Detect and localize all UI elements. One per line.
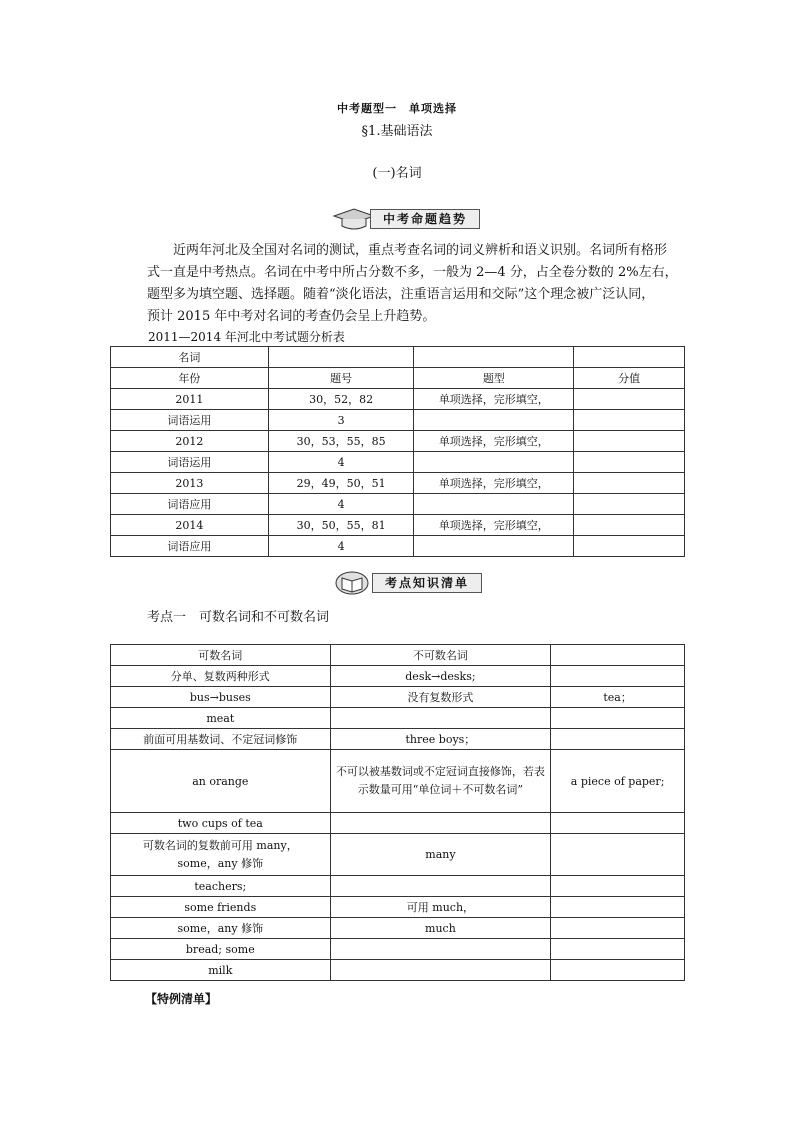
special-list-label: 【特例清单】 bbox=[145, 992, 218, 1006]
page-subtitle: (一)名词 bbox=[372, 166, 422, 181]
table-row bbox=[111, 368, 685, 389]
table-row bbox=[111, 813, 685, 834]
table-row bbox=[111, 834, 685, 876]
banner-label: 中考命题趋势 bbox=[370, 209, 480, 229]
table-cell bbox=[574, 494, 685, 515]
table-cell bbox=[330, 939, 551, 960]
table-cell: some friends bbox=[111, 897, 331, 918]
table-cell: 2012 bbox=[111, 431, 269, 452]
intro-line: 题型多为填空题、选择题。随着“淡化语法，注重语言运用和交际”这个理念被广泛认同， bbox=[147, 287, 655, 302]
table-cell: 题号 bbox=[268, 368, 414, 389]
table-cell bbox=[414, 536, 574, 557]
section-label: 中考题型一 单项选择 bbox=[337, 102, 457, 115]
book-icon bbox=[334, 570, 374, 596]
table-row bbox=[111, 960, 685, 981]
intro-line: 预计 2015 年中考对名词的考查仍会呈上升趋势。 bbox=[147, 309, 436, 324]
table-row bbox=[111, 939, 685, 960]
table-cell bbox=[414, 347, 574, 368]
table-cell: 单项选择，完形填空， bbox=[414, 431, 574, 452]
table-cell: an orange bbox=[111, 750, 331, 813]
table-cell: bus→buses bbox=[111, 687, 331, 708]
table-cell: desk→desks; bbox=[330, 666, 551, 687]
table-caption: 2011—2014 年河北中考试题分析表 bbox=[148, 330, 345, 344]
intro-paragraph bbox=[147, 240, 687, 328]
table-cell bbox=[574, 389, 685, 410]
banner-label: 考点知识清单 bbox=[372, 573, 482, 593]
table-cell bbox=[574, 515, 685, 536]
table-cell: 4 bbox=[268, 536, 414, 557]
noun-comparison-table bbox=[110, 644, 685, 981]
table-row bbox=[111, 666, 685, 687]
table-cell: 2011 bbox=[111, 389, 269, 410]
table-cell bbox=[551, 897, 685, 918]
page-title: §1.基础语法 bbox=[361, 124, 433, 139]
table-cell: 2013 bbox=[111, 473, 269, 494]
table-cell: 可数名词 bbox=[111, 645, 331, 666]
table-row bbox=[111, 750, 685, 813]
table-cell: 年份 bbox=[111, 368, 269, 389]
table-cell: 4 bbox=[268, 452, 414, 473]
table-cell bbox=[551, 960, 685, 981]
table-cell bbox=[330, 813, 551, 834]
table-row bbox=[111, 687, 685, 708]
table-cell: 可用 much， bbox=[330, 897, 551, 918]
table-cell bbox=[330, 960, 551, 981]
table-row bbox=[111, 431, 685, 452]
table-cell bbox=[574, 473, 685, 494]
table-cell: teachers; bbox=[111, 876, 331, 897]
table-cell: 30，50，55，81 bbox=[268, 515, 414, 536]
point-title: 考点一 可数名词和不可数名词 bbox=[147, 610, 330, 625]
table-cell: 没有复数形式 bbox=[330, 687, 551, 708]
table-cell bbox=[414, 494, 574, 515]
table-row bbox=[111, 918, 685, 939]
table-cell bbox=[268, 347, 414, 368]
table-cell: 30，53，55，85 bbox=[268, 431, 414, 452]
table-cell: three boys； bbox=[330, 729, 551, 750]
table-cell: milk bbox=[111, 960, 331, 981]
table-cell: 词语运用 bbox=[111, 410, 269, 431]
table-row bbox=[111, 708, 685, 729]
table-cell bbox=[330, 876, 551, 897]
table-cell bbox=[414, 410, 574, 431]
banner-knowledge-list bbox=[334, 570, 504, 594]
table-cell: 分单、复数两种形式 bbox=[111, 666, 331, 687]
table-row bbox=[111, 410, 685, 431]
table-cell bbox=[574, 410, 685, 431]
table-cell bbox=[551, 834, 685, 876]
table-cell bbox=[551, 813, 685, 834]
table-cell bbox=[551, 939, 685, 960]
table-cell: much bbox=[330, 918, 551, 939]
table-cell: 30，52，82 bbox=[268, 389, 414, 410]
table-cell: 不可以被基数词或不定冠词直接修饰，若表示数量可用“单位词＋不可数名词” bbox=[330, 750, 551, 813]
table-cell: 名词 bbox=[111, 347, 269, 368]
table-cell bbox=[330, 708, 551, 729]
table-cell: bread; some bbox=[111, 939, 331, 960]
table-cell: a piece of paper; bbox=[551, 750, 685, 813]
table-cell: 29，49，50，51 bbox=[268, 473, 414, 494]
table-cell: 单项选择，完形填空， bbox=[414, 389, 574, 410]
table-cell: 前面可用基数词、不定冠词修饰 bbox=[111, 729, 331, 750]
table-cell bbox=[574, 431, 685, 452]
table-cell: 词语应用 bbox=[111, 494, 269, 515]
table-cell: 单项选择，完形填空， bbox=[414, 473, 574, 494]
table-cell bbox=[414, 452, 574, 473]
table-row bbox=[111, 536, 685, 557]
table-cell: 单项选择，完形填空， bbox=[414, 515, 574, 536]
table-cell bbox=[551, 876, 685, 897]
table-cell bbox=[551, 666, 685, 687]
table-cell: 词语运用 bbox=[111, 452, 269, 473]
table-cell: 4 bbox=[268, 494, 414, 515]
table-row bbox=[111, 494, 685, 515]
table-row bbox=[111, 473, 685, 494]
table-cell: many bbox=[330, 834, 551, 876]
table-row bbox=[111, 515, 685, 536]
table-cell: meat bbox=[111, 708, 331, 729]
table-cell bbox=[574, 452, 685, 473]
table-row bbox=[111, 347, 685, 368]
table-cell: some，any 修饰 bbox=[111, 918, 331, 939]
table-cell bbox=[551, 918, 685, 939]
table-cell: 可数名词的复数前可用 many，some，any 修饰 bbox=[111, 834, 331, 876]
table-cell: 不可数名词 bbox=[330, 645, 551, 666]
table-cell: 分值 bbox=[574, 368, 685, 389]
table-cell: 词语应用 bbox=[111, 536, 269, 557]
table-row bbox=[111, 389, 685, 410]
table-row bbox=[111, 729, 685, 750]
intro-line: 近两年河北及全国对名词的测试，重点考查名词的词义辨析和语义识别。名词所有格形 bbox=[147, 243, 668, 258]
table-cell: 2014 bbox=[111, 515, 269, 536]
table-row bbox=[111, 897, 685, 918]
intro-line: 式一直是中考热点。名词在中考中所占分数不多，一般为 2—4 分，占全卷分数的 2%左右， bbox=[147, 265, 678, 280]
exam-analysis-table bbox=[110, 346, 685, 557]
table-cell bbox=[551, 645, 685, 666]
table-cell: 题型 bbox=[414, 368, 574, 389]
table-row bbox=[111, 452, 685, 473]
table-cell bbox=[574, 347, 685, 368]
banner-exam-trend bbox=[332, 206, 502, 230]
table-cell bbox=[551, 708, 685, 729]
table-cell bbox=[574, 536, 685, 557]
table-cell: two cups of tea bbox=[111, 813, 331, 834]
table-cell: 3 bbox=[268, 410, 414, 431]
table-cell: tea； bbox=[551, 687, 685, 708]
table-row bbox=[111, 876, 685, 897]
table-cell bbox=[551, 729, 685, 750]
table-row bbox=[111, 645, 685, 666]
